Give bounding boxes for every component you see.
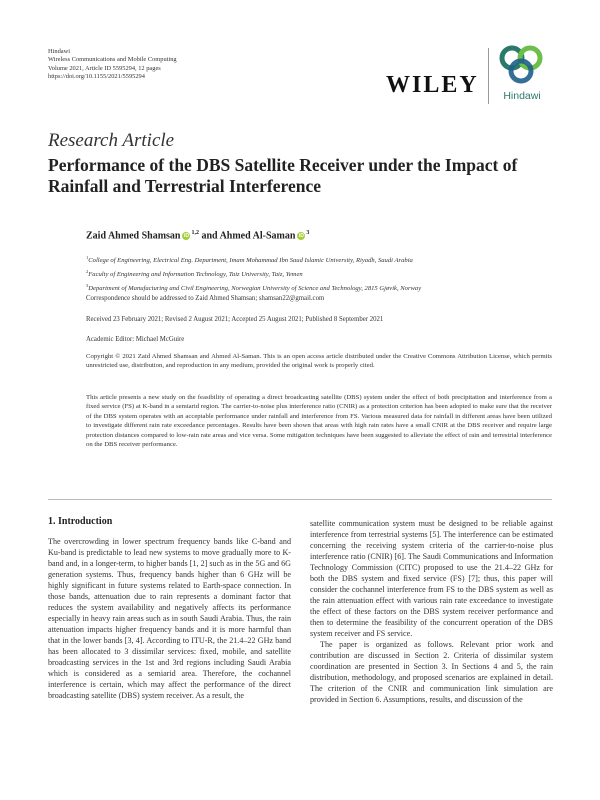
abstract: This article presents a new study on the feasibility of operating a direct broadcasting satellite (DBS) system under the effect of both precipitation and interference from a fixed service (FS) at K-band in a semiarid region. The carrier-to-noise plus interference ratio (CNIR) as a protection criterion has been adopted to make sure that the receiver of the DBS system operates with an acceptable performance under rainfall and interference from FS. Various measured data for rainfall in different areas have been utilized to investigate different rain rate exceedance percentages. Results have been shown that areas with high rain rates have a small CNIR at the DBS receiver and require large protection distances compared to low-rain rate areas and vice versa. Some mitigation techniques have been suggested to alleviate the effect of rain and terrestrial interference on the DBS receiver performance. (86, 394, 552, 449)
hindawi-wordmark: Hindawi (503, 90, 541, 102)
affiliation-number: 2 (86, 269, 89, 275)
article-type: Research Article (48, 130, 175, 151)
affiliation-text: College of Engineering, Electrical Eng. Department, Imam Mohammad Ibn Saud Islamic University, Riyadh, Saudi Arabia (88, 257, 413, 265)
wiley-logo: WILEY (386, 72, 479, 98)
authors-joiner: and (201, 230, 218, 242)
article-title: Performance of the DBS Satellite Receiver under the Impact of Rainfall and Terrestrial Interference (48, 155, 518, 196)
body-paragraph: The overcrowding in lower spectrum frequency bands like C-band and Ku-band is predictable to lead new systems to move gradually more to K-band and, in a longer-term, to higher bands [1, 2] such as in the 5G and 6G generation systems. Thus, frequency bands higher than 6 GHz will be highly significant in future systems related to Earth-space connection. In those bands, attenuation due to rain represents a dominant factor that reduces the system availability and negatively affects its performance especially in heavy rain areas such as in south Saudi Arabia. Thus, the rain attenuation impacts higher frequency bands and it is more harmful than that in the lower bands [3, 4]. According to ITU-R, the 21.4–22 GHz band has been allocated to 3 dissimilar services: fixed, mobile, and satellite broadcasting services in the 1st and 3rd regions including Saudi Arabia which is considered as a semiarid area. Therefore, the cochannel interference is certain, which may affect the performance of the direct broadcasting satellite (DBS) system receiver. As a result, the (48, 537, 291, 700)
section-divider (48, 499, 552, 500)
orcid-icon[interactable]: iD (298, 233, 304, 240)
affiliations (86, 252, 421, 295)
affiliation-item (86, 280, 421, 294)
copyright-notice: Copyright © 2021 Zaid Ahmed Shamsan and Ahmed Al-Saman. This is an open access article distributed under the Creative Commons Attribution License, which permits unrestricted use, distribution, and reproduction in any medium, provided the original work is properly cited. (86, 353, 552, 370)
affiliation-number: 1 (86, 255, 89, 260)
journal-name: Wireless Communications and Mobile Computing (48, 56, 177, 64)
affiliation-text: Department of Manufacturing and Civil Engineering, Norwegian University of Science and Technology, 2815 Gjøvik, Norway (88, 285, 422, 293)
section-heading-introduction: 1. Introduction (48, 516, 113, 527)
affiliation-text: Faculty of Engineering and Information Technology, Taiz University, Taiz, Yemen (88, 271, 303, 279)
volume-info: Volume 2021, Article ID 5595294, 12 pages (48, 64, 161, 72)
journal-meta (48, 48, 177, 82)
logo-divider (488, 48, 489, 104)
body-column-left (48, 536, 291, 701)
author-list (86, 230, 309, 241)
body-paragraph: satellite communication system must be designed to be reliable against interference from terrestrial systems [5]. The interference can be estimated concerning the receiving system criteria of the carrier-to-noise plus interference ratio (CNIR) [6]. The Saudi Communications and Information Technology Commission (CITC) proposed to use the 21.4–22 GHz for both the DBS system and fixed service (FS) [7]; thus, this paper will consider the cochannel interference from FS to the DBS system as well as the rain attenuation effect with various rain rate exceedance to investigate the effect of these factors on the DBS system receiver performance and then to determine the feasibility of the concurrent operation of the DBS system receiver and FS service. (310, 519, 553, 638)
publisher-logos (386, 44, 556, 106)
body-paragraph: The paper is organized as follows. Relevant prior work and contribution are discussed in Section 2. Criteria of dissimilar system coordination are presented in Section 3. In Sections 4 and 5, the rain distribution, methodology, and proposed scenarios are explained in detail. The criterion of the CNIR and communication link simulation are provided in Section 6. Assumptions, results, and discussion of the (310, 640, 553, 704)
author-affiliation-marker: 3 (306, 230, 310, 236)
academic-editor: Academic Editor: Michael McGuire (86, 336, 185, 343)
affiliation-item (86, 266, 421, 280)
author-name[interactable]: Ahmed Al-Saman (219, 230, 296, 242)
article-dates: Received 23 February 2021; Revised 2 August 2021; Accepted 25 August 2021; Published 8 September 2021 (86, 316, 384, 323)
hindawi-logo-icon (498, 44, 546, 84)
author-affiliation-marker: 1,2 (191, 230, 199, 236)
publisher-name: Hindawi (48, 48, 71, 55)
affiliation-item (86, 252, 421, 266)
orcid-icon[interactable]: iD (183, 233, 189, 240)
affiliation-number: 3 (86, 283, 89, 289)
doi-link[interactable]: https://doi.org/10.1155/2021/5595294 (48, 73, 145, 81)
author-name[interactable]: Zaid Ahmed Shamsan (86, 230, 181, 242)
body-column-right (310, 518, 553, 705)
correspondence: Correspondence should be addressed to Zaid Ahmed Shamsan; shamsan22@gmail.com (86, 295, 325, 302)
